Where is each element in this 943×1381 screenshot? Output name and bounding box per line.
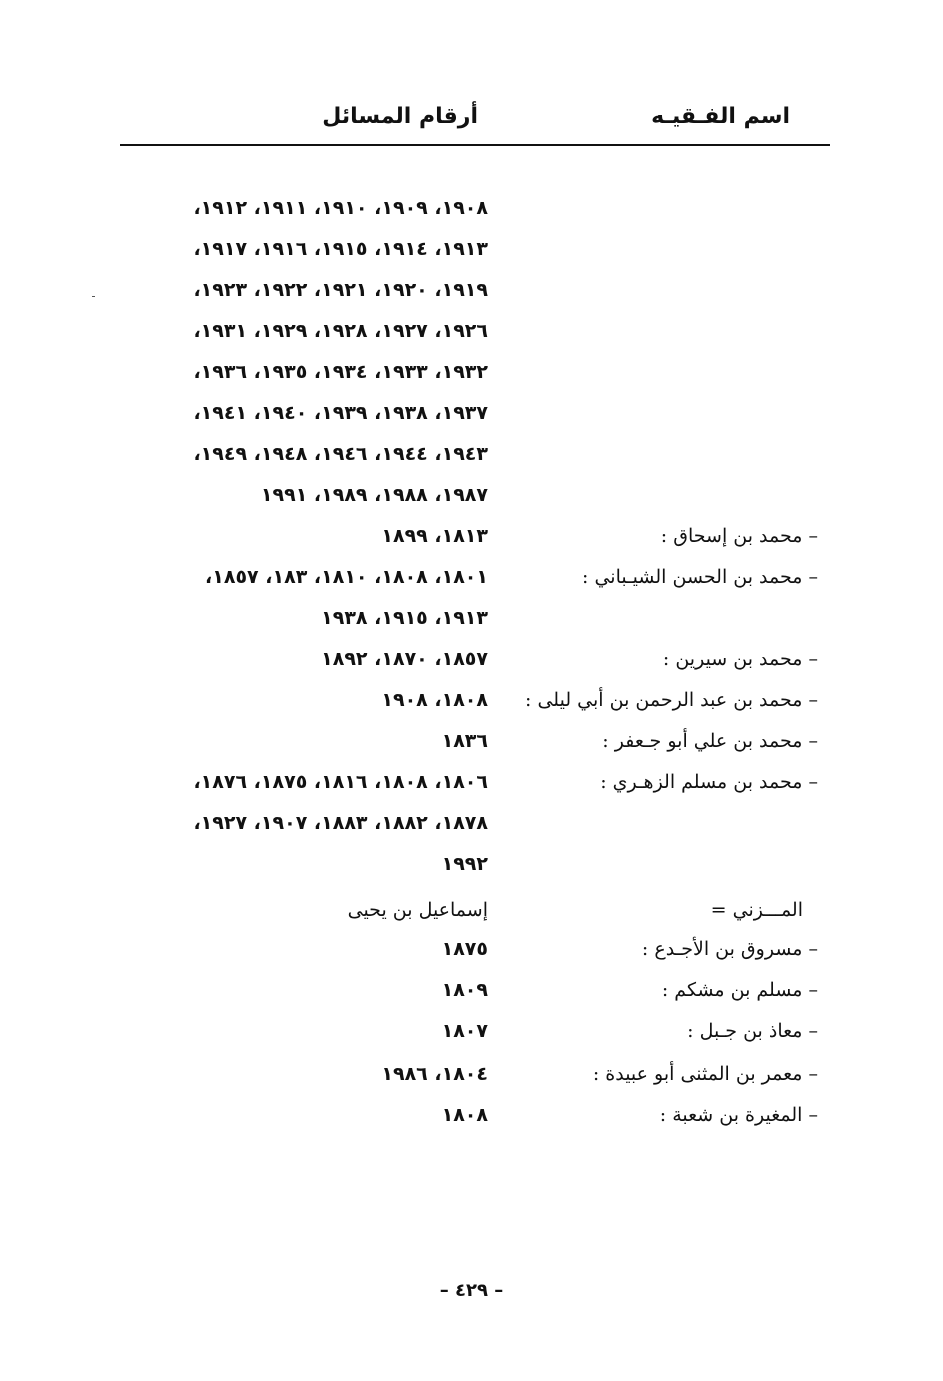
jurist-name: – معمر بن المثنى أبو عبيدة : bbox=[592, 1063, 818, 1085]
table-header bbox=[120, 100, 830, 146]
jurist-name: – محمد بن سيرين : bbox=[662, 648, 818, 670]
list-item bbox=[0, 766, 943, 798]
issue-numbers: ١٨٥٧، ١٨٧٠، ١٨٩٢ bbox=[321, 648, 488, 670]
jurist-name: – محمد بن الحسن الشيـباني : bbox=[582, 566, 818, 588]
issue-numbers: ١٨٠٤، ١٩٨٦ bbox=[381, 1063, 488, 1085]
issue-numbers: ١٩١٣، ١٩١٤، ١٩١٥، ١٩١٦، ١٩١٧، bbox=[193, 238, 488, 260]
jurist-name: – المغيرة بن شعبة : bbox=[659, 1104, 818, 1126]
jurist-name: – مسلم بن مشكم : bbox=[661, 979, 818, 1001]
issue-numbers: ١٩٣٢، ١٩٣٣، ١٩٣٤، ١٩٣٥، ١٩٣٦، bbox=[193, 361, 488, 383]
list-item bbox=[0, 479, 943, 511]
list-item bbox=[0, 643, 943, 675]
issue-numbers: ١٩٩٢ bbox=[441, 853, 488, 875]
issue-numbers: ١٨٠٨، ١٩٠٨ bbox=[381, 689, 488, 711]
jurist-name: – محمد بن مسلم الزهـري : bbox=[600, 771, 818, 793]
list-item bbox=[0, 356, 943, 388]
jurist-name: – محمد بن علي أبو جـعفر : bbox=[602, 730, 818, 752]
list-item bbox=[0, 192, 943, 224]
issue-numbers: ١٨٠٦، ١٨٠٨، ١٨١٦، ١٨٧٥، ١٨٧٦، bbox=[193, 771, 488, 793]
list-item bbox=[0, 602, 943, 634]
jurist-name: – مسروق بن الأجـدع : bbox=[641, 938, 818, 960]
jurist-name: – محمد بن عبد الرحمن بن أبي ليلى : bbox=[525, 689, 818, 711]
list-item bbox=[0, 1099, 943, 1131]
issue-numbers: ١٩١٣، ١٩١٥، ١٩٣٨ bbox=[321, 607, 488, 629]
issue-numbers: ١٩٢٦، ١٩٢٧، ١٩٢٨، ١٩٢٩، ١٩٣١، bbox=[193, 320, 488, 342]
page-number: – ٤٢٩ – bbox=[439, 1280, 504, 1301]
issue-numbers: ١٨٠٧ bbox=[441, 1020, 488, 1042]
jurist-name: – معاذ بن جـبل : bbox=[687, 1020, 818, 1042]
list-item bbox=[0, 848, 943, 880]
list-item bbox=[0, 274, 943, 306]
issue-numbers: ١٩١٩، ١٩٢٠، ١٩٢١، ١٩٢٢، ١٩٢٣، bbox=[193, 279, 488, 301]
issue-numbers: ١٨٧٨، ١٨٨٢، ١٨٨٣، ١٩٠٧، ١٩٢٧، bbox=[193, 812, 488, 834]
list-item bbox=[0, 807, 943, 839]
list-item bbox=[0, 233, 943, 265]
jurist-name: المـــزني = bbox=[710, 899, 803, 921]
list-item bbox=[0, 397, 943, 429]
issue-numbers: ١٩٣٧، ١٩٣٨، ١٩٣٩، ١٩٤٠، ١٩٤١، bbox=[193, 402, 488, 424]
list-item bbox=[0, 315, 943, 347]
list-item bbox=[0, 933, 943, 965]
issue-numbers: ١٩٠٨، ١٩٠٩، ١٩١٠، ١٩١١، ١٩١٢، bbox=[193, 197, 488, 219]
jurist-name: – محمد بن إسحاق : bbox=[660, 525, 818, 547]
list-item bbox=[0, 561, 943, 593]
list-item bbox=[0, 520, 943, 552]
scan-speck bbox=[92, 296, 95, 297]
issue-numbers: ١٨٠٨ bbox=[441, 1104, 488, 1126]
issue-numbers: ١٨٧٥ bbox=[441, 938, 488, 960]
issue-numbers: ١٨٠٩ bbox=[441, 979, 488, 1001]
list-item bbox=[0, 894, 943, 926]
issue-numbers: ١٨١٣، ١٨٩٩ bbox=[381, 525, 488, 547]
issue-numbers: ١٩٤٣، ١٩٤٤، ١٩٤٦، ١٩٤٨، ١٩٤٩، bbox=[193, 443, 488, 465]
list-item bbox=[0, 438, 943, 470]
issue-numbers: إسماعيل بن يحيى bbox=[347, 899, 488, 921]
list-item bbox=[0, 1015, 943, 1047]
name-column-heading: اسم الفـقيـه bbox=[651, 104, 790, 129]
issue-numbers: ١٨٣٦ bbox=[441, 730, 488, 752]
list-item bbox=[0, 725, 943, 757]
numbers-column-heading: أرقام المسائل bbox=[322, 104, 478, 129]
issue-numbers: ١٨٠١، ١٨٠٨، ١٨١٠، ١٨٣، ١٨٥٧، bbox=[205, 566, 488, 588]
list-item bbox=[0, 1058, 943, 1090]
list-item bbox=[0, 684, 943, 716]
list-item bbox=[0, 974, 943, 1006]
issue-numbers: ١٩٨٧، ١٩٨٨، ١٩٨٩، ١٩٩١ bbox=[260, 484, 488, 506]
